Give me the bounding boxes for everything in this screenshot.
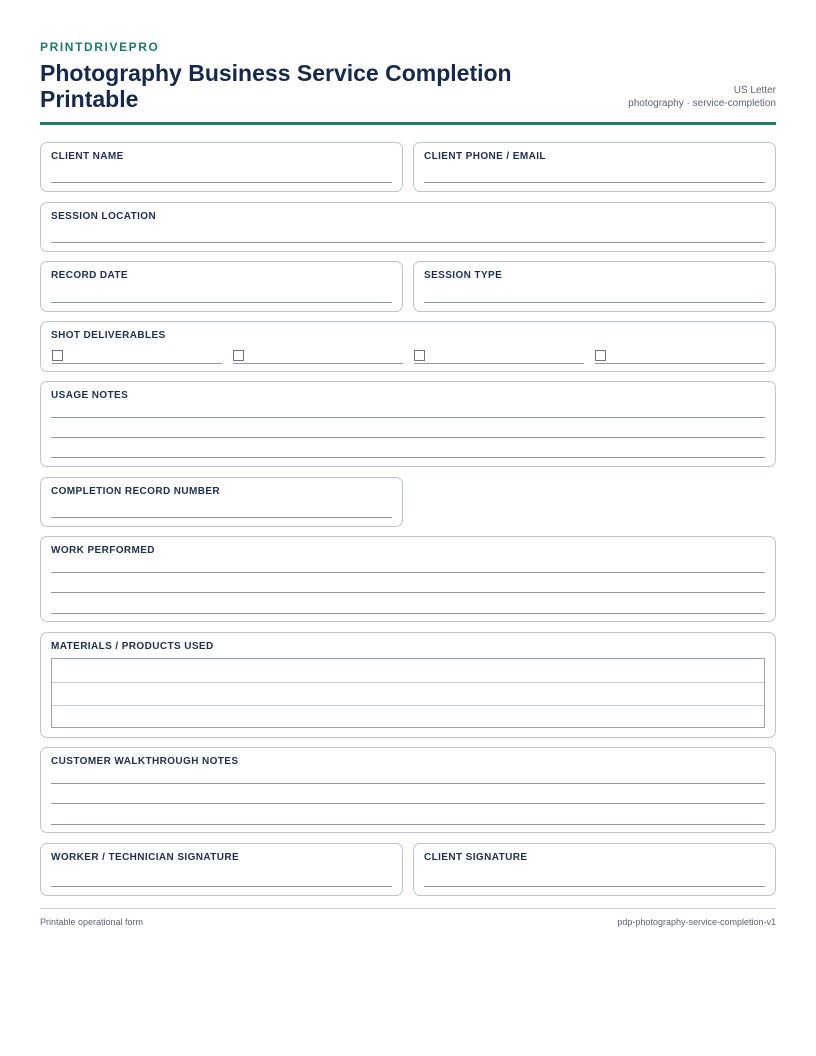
client-name-line[interactable]: [51, 182, 392, 183]
worker-signature-line[interactable]: [51, 886, 392, 887]
session-location-field[interactable]: [40, 202, 776, 252]
usage-notes-line-2[interactable]: [51, 437, 765, 438]
deliverable-line-2[interactable]: [233, 363, 403, 364]
page-title: Photography Business Service Completion Printable: [40, 60, 512, 112]
deliverable-checkbox-4[interactable]: [595, 350, 606, 361]
session-location-label: SESSION LOCATION: [51, 211, 157, 222]
session-type-label: SESSION TYPE: [424, 270, 503, 281]
deliverable-line-1[interactable]: [52, 363, 222, 364]
usage-notes-field[interactable]: [40, 381, 776, 467]
walkthrough-notes-line-1[interactable]: [51, 783, 765, 784]
worker-signature-label: WORKER / TECHNICIAN SIGNATURE: [51, 852, 240, 863]
shot-deliverables-field: [40, 321, 776, 372]
record-date-line[interactable]: [51, 302, 392, 303]
materials-table-row-divider-2: [52, 705, 764, 706]
deliverable-checkbox-1[interactable]: [52, 350, 63, 361]
work-performed-label: WORK PERFORMED: [51, 545, 155, 556]
walkthrough-notes-line-3[interactable]: [51, 824, 765, 825]
paper-size: US Letter: [733, 85, 776, 96]
session-type-field[interactable]: [413, 261, 776, 312]
document-meta: [628, 84, 776, 110]
session-type-line[interactable]: [424, 302, 765, 303]
shot-deliverables-label: SHOT DELIVERABLES: [51, 330, 166, 341]
deliverable-option-2[interactable]: [233, 350, 403, 364]
work-performed-line-3[interactable]: [51, 613, 765, 614]
brand-name: PRINTDRIVEPRO: [40, 40, 160, 54]
client-signature-field[interactable]: [413, 843, 776, 896]
materials-used-field: [40, 632, 776, 738]
client-name-field[interactable]: [40, 142, 403, 192]
deliverable-option-1[interactable]: [52, 350, 222, 364]
usage-notes-label: USAGE NOTES: [51, 390, 129, 401]
form-id: pdp-photography-service-completion-v1: [617, 917, 776, 927]
footer-label: Printable operational form: [40, 917, 144, 927]
usage-notes-line-1[interactable]: [51, 417, 765, 418]
walkthrough-notes-line-2[interactable]: [51, 803, 765, 804]
completion-record-number-field[interactable]: [40, 477, 403, 527]
deliverable-checkbox-3[interactable]: [414, 350, 425, 361]
session-location-line[interactable]: [51, 242, 765, 243]
deliverable-line-4[interactable]: [595, 363, 765, 364]
deliverable-line-3[interactable]: [414, 363, 584, 364]
walkthrough-notes-label: CUSTOMER WALKTHROUGH NOTES: [51, 756, 239, 767]
usage-notes-line-3[interactable]: [51, 457, 765, 458]
document-tags: photography · service-completion: [628, 98, 776, 109]
client-signature-label: CLIENT SIGNATURE: [424, 852, 528, 863]
client-contact-label: CLIENT PHONE / EMAIL: [424, 151, 546, 162]
footer-rule: [40, 908, 776, 909]
materials-table[interactable]: [51, 658, 765, 728]
materials-used-label: MATERIALS / PRODUCTS USED: [51, 641, 214, 652]
deliverable-option-3[interactable]: [414, 350, 584, 364]
walkthrough-notes-field[interactable]: [40, 747, 776, 833]
header-rule: [40, 122, 776, 125]
work-performed-field[interactable]: [40, 536, 776, 622]
worker-signature-field[interactable]: [40, 843, 403, 896]
completion-record-number-label: COMPLETION RECORD NUMBER: [51, 486, 221, 497]
work-performed-line-2[interactable]: [51, 592, 765, 593]
client-contact-field[interactable]: [413, 142, 776, 192]
client-contact-line[interactable]: [424, 182, 765, 183]
deliverable-checkbox-2[interactable]: [233, 350, 244, 361]
materials-table-row-divider-1: [52, 682, 764, 683]
deliverable-option-4[interactable]: [595, 350, 765, 364]
client-signature-line[interactable]: [424, 886, 765, 887]
work-performed-line-1[interactable]: [51, 572, 765, 573]
client-name-label: CLIENT NAME: [51, 151, 124, 162]
record-date-label: RECORD DATE: [51, 270, 128, 281]
record-date-field[interactable]: [40, 261, 403, 312]
completion-record-number-line[interactable]: [51, 517, 392, 518]
